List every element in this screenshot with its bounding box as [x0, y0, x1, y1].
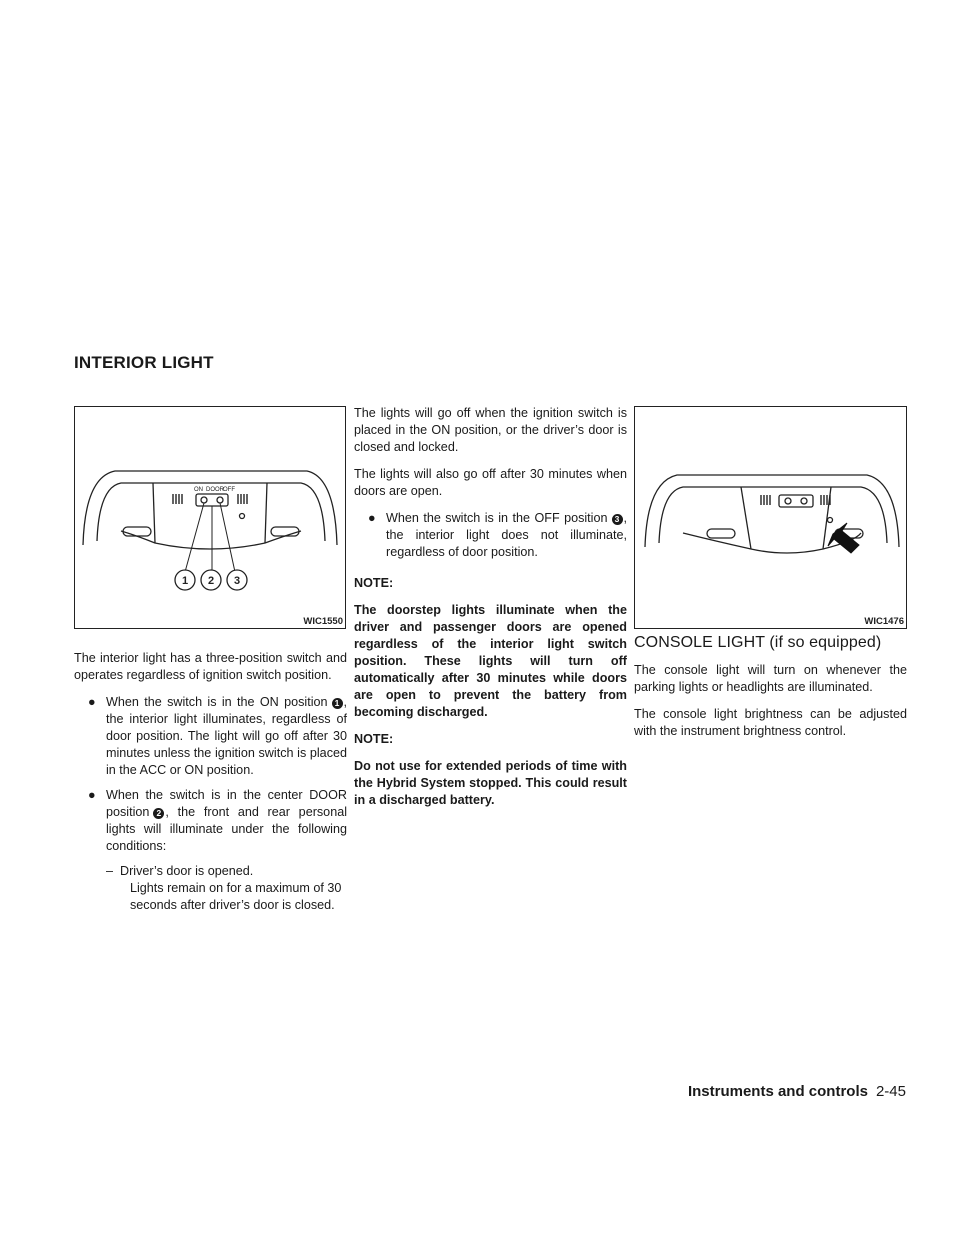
bullet-dot: ●: [88, 788, 96, 802]
dash-mark: –: [106, 864, 114, 878]
bullet-text: , the interior light illuminates, regardless of door position. The light will go off after 30 minutes unless the ignition switch is placed in the ACC or ON position.: [106, 695, 347, 777]
bullet-text: When the switch is in the center DOOR position: [106, 788, 347, 819]
bullet-dot: ●: [88, 695, 96, 709]
figure-code: WIC1550: [303, 616, 343, 627]
bullet-door-position: [74, 787, 347, 855]
bullet-text: , the front and rear personal lights will illuminate under the following conditions:: [106, 805, 347, 853]
interior-light-figure: [74, 406, 346, 629]
switch-label-on: ON: [194, 487, 203, 493]
column-1: [74, 650, 347, 914]
callout-1: 1: [181, 575, 189, 587]
switch-label-off: OFF: [223, 487, 235, 493]
console-light-figure: [634, 406, 907, 629]
bullet-text: When the switch is in the ON position: [106, 695, 328, 709]
console-paragraph-1: The console light will turn on whenever the parking lights or headlights are illuminated.: [634, 663, 907, 694]
bullet-on-position: [74, 694, 347, 779]
dash-item: [74, 863, 347, 914]
bullet-off-position: [354, 510, 627, 561]
note-body-2: Do not use for extended periods of time with the Hybrid System stopped. This could result in a discharged battery.: [354, 759, 627, 807]
note-body-1: The doorstep lights illuminate when the driver and passenger doors are opened regardless of the interior light switch position. These lights will turn off automatically after 30 minutes while doors are open to prevent the battery from becoming discharged.: [354, 603, 627, 719]
interior-light-illustration: [75, 407, 345, 628]
circled-number: 3: [612, 514, 623, 525]
paragraph-30-minutes: The lights will also go off after 30 minutes when doors are open.: [354, 467, 627, 498]
callout-3: 3: [233, 575, 241, 587]
callout-2: 2: [207, 575, 215, 587]
page-number: 2-45: [875, 1083, 906, 1100]
figure-code: WIC1476: [864, 616, 904, 627]
switch-label-door: DOOR: [206, 487, 224, 493]
console-light-heading: CONSOLE LIGHT (if so equipped): [634, 634, 882, 651]
page-footer: [688, 1083, 906, 1100]
column-2: [354, 405, 627, 819]
note-heading-1: NOTE:: [354, 576, 394, 590]
bullet-text: , the interior light does not illuminate, regardless of door position.: [386, 511, 627, 559]
footer-section-name: Instruments and controls: [687, 1083, 868, 1100]
console-light-illustration: [635, 407, 906, 628]
circled-number: 2: [153, 808, 164, 819]
dash-line-1: Driver’s door is opened.: [120, 864, 254, 878]
circled-number: 1: [332, 698, 343, 709]
intro-paragraph: The interior light has a three-position switch and operates regardless of ignition switch position.: [74, 651, 347, 682]
bullet-text: When the switch is in the OFF position: [386, 511, 608, 525]
note-heading-2: NOTE:: [354, 732, 394, 746]
section-title: INTERIOR LIGHT: [74, 353, 214, 372]
paragraph-lights-off: The lights will go off when the ignition switch is placed in the ON position, or the driver’s door is closed and locked.: [354, 406, 627, 454]
column-3: [634, 662, 907, 750]
console-paragraph-2: The console light brightness can be adjusted with the instrument brightness control.: [634, 707, 907, 738]
dash-line-2: Lights remain on for a maximum of 30 seconds after driver’s door is closed.: [130, 881, 342, 912]
bullet-dot: ●: [368, 511, 376, 525]
